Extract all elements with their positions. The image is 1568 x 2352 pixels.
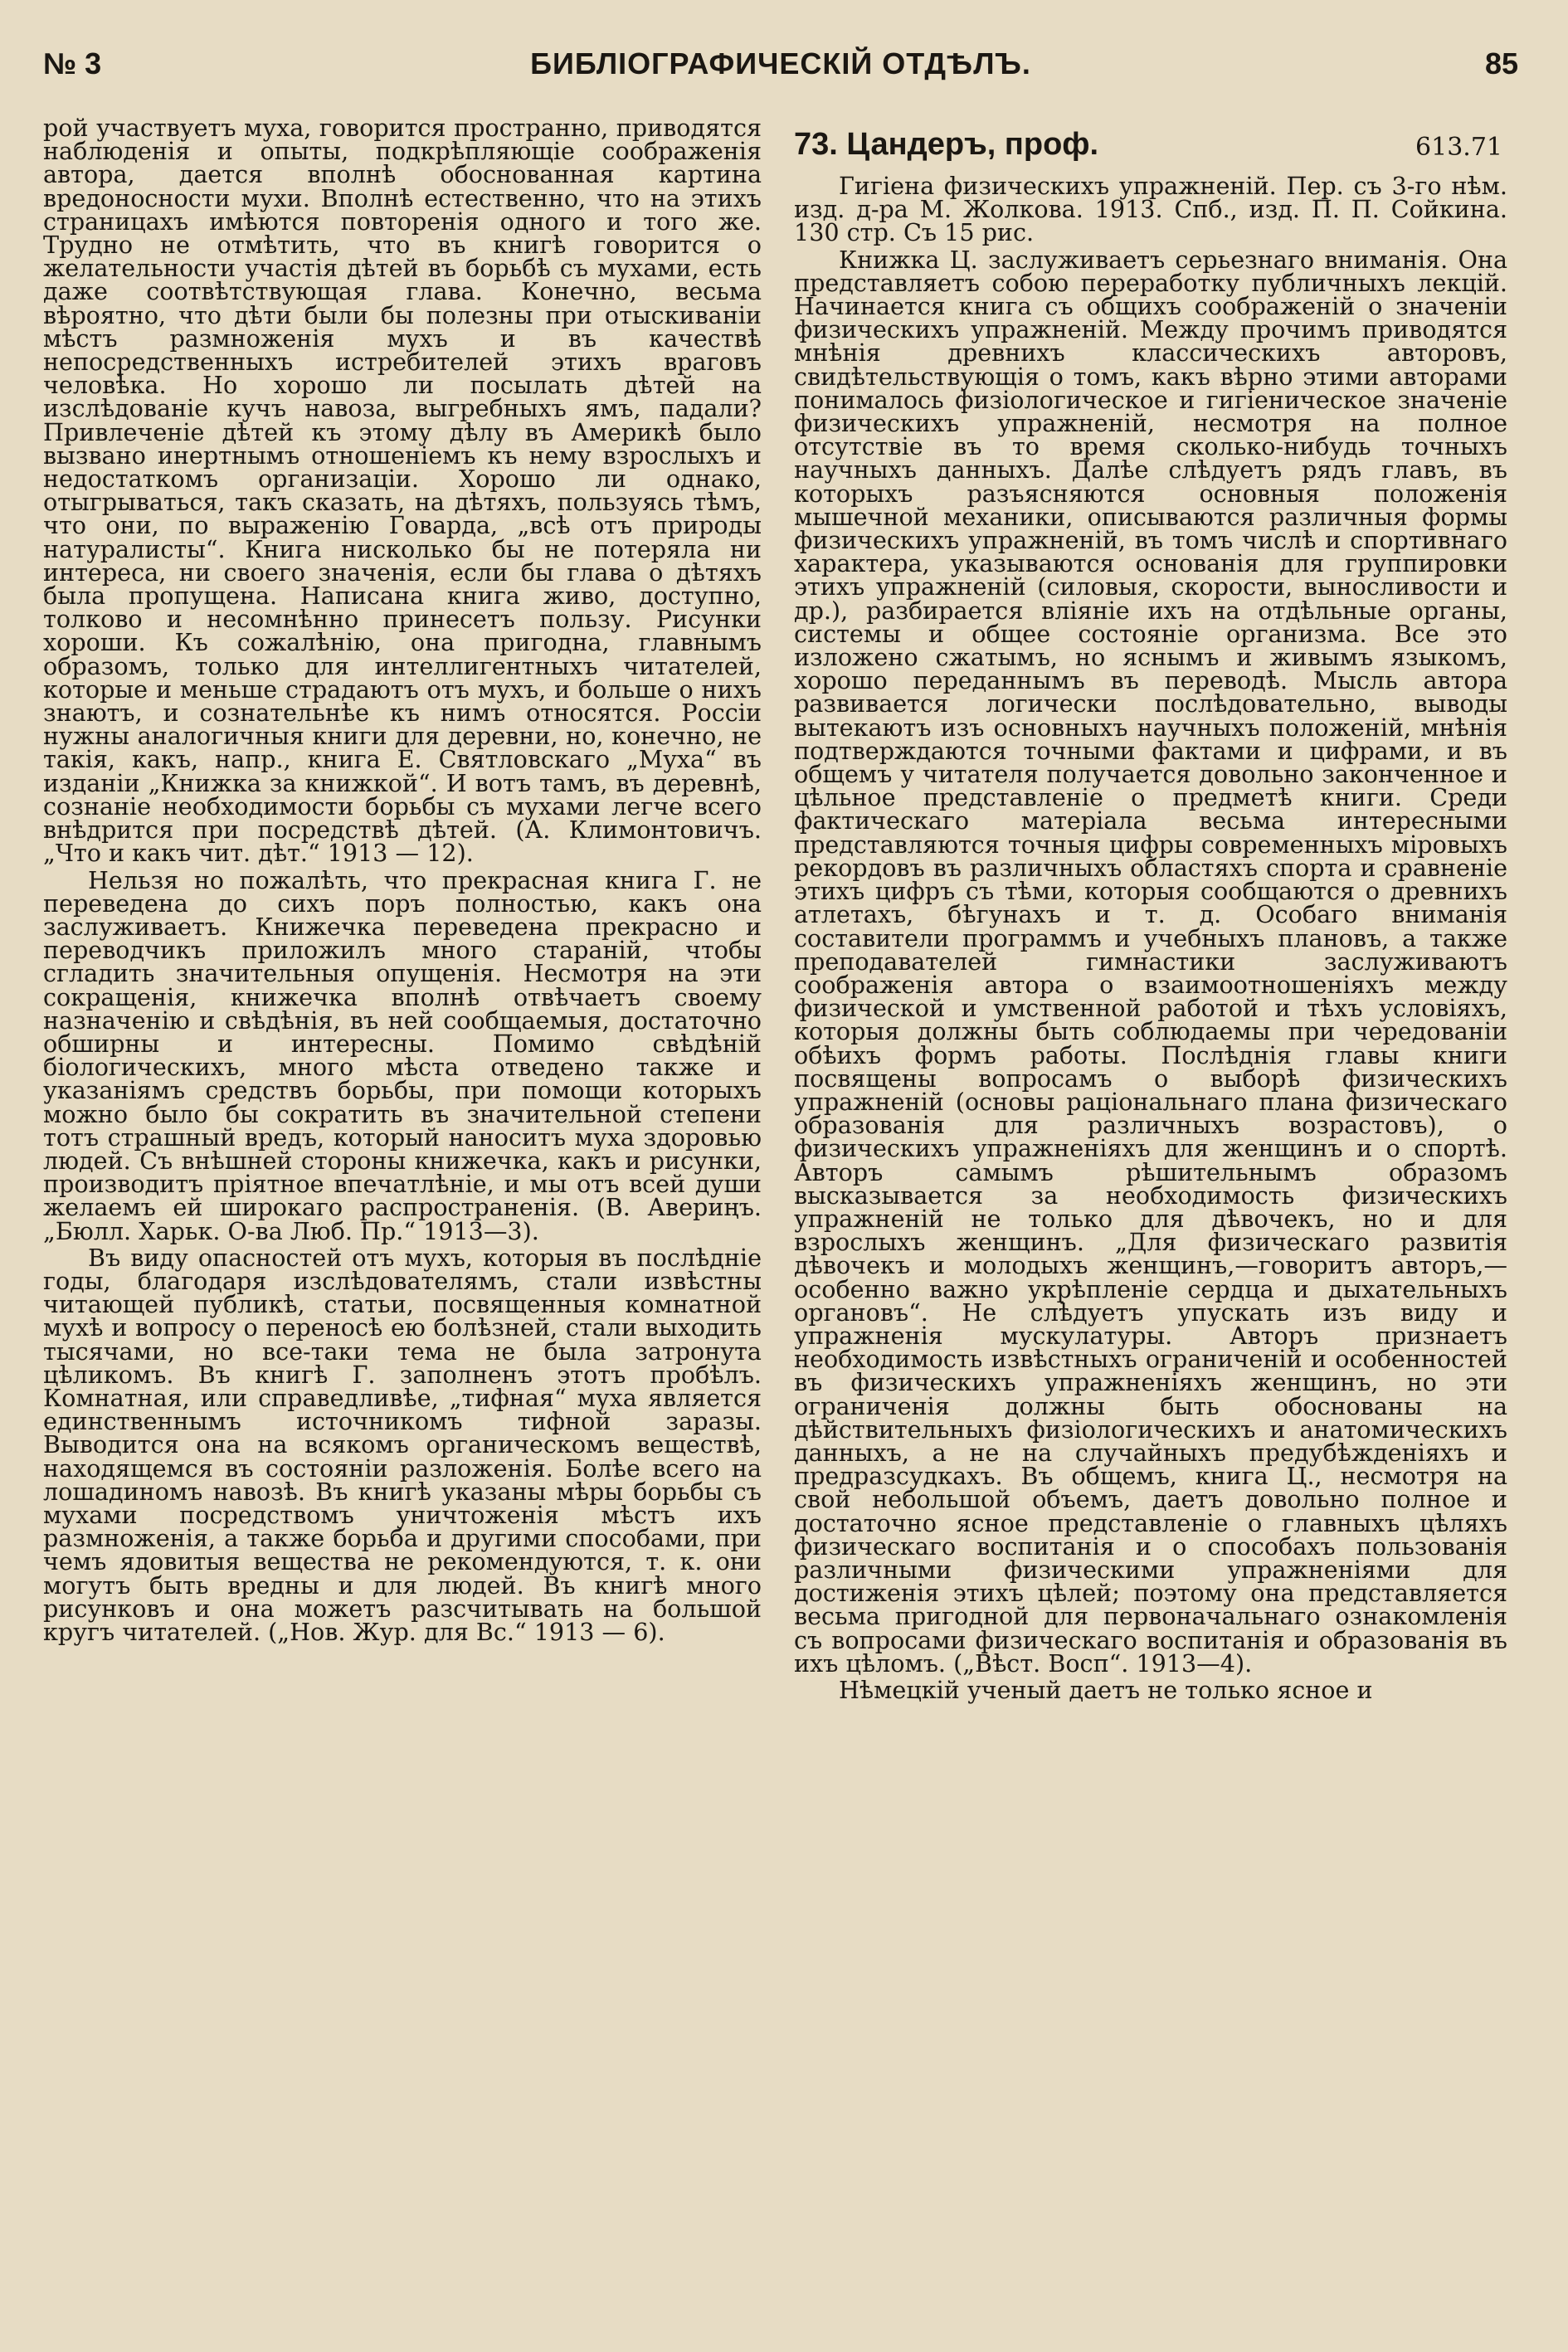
review-paragraph: Книжка Ц. заслуживаетъ серьезнаго вниманія. Она представляетъ собою переработку публичныхъ лекцій. Начинается книга съ общихъ соображеній о значеніи физическихъ упражненій. Между прочимъ приводятся мнѣнія древнихъ классическихъ авторовъ, свидѣтельствующія о томъ, какъ вѣрно этими авторами понималось физіологическое и гигіеническое значеніе физическихъ упражненій, несмотря на полное отсутствіе въ то время сколько-нибудь точныхъ научныхъ данныхъ. Далѣе слѣдуетъ рядъ главъ, въ которыхъ разъясняются основныя положенія мышечной механики, описываются различныя формы физическихъ упражненій, въ томъ числѣ и спортивнаго характера, указываются основанія для группировки этихъ упражненій (силовыя, скорости, выносливости и др.), разбирается вліяніе ихъ на отдѣльные органы, системы и общее состояніе организма. Все это изложено сжатымъ, но яснымъ и живымъ языкомъ, хорошо переданнымъ въ переводѣ. Мысль автора развивается логически послѣдовательно, выводы вытекаютъ изъ основныхъ научныхъ положеній, мнѣнія подтверждаются точными фактами и цифрами, и въ общемъ у читателя получается довольно законченное и цѣльное представленіе о предметѣ книги. Среди фактическаго матеріала весьма интересными представляются точныя цифры современныхъ міровыхъ рекордовъ въ различныхъ областяхъ спорта и сравненіе этихъ цифръ съ тѣми, которыя сообщаются о древнихъ атлетахъ, бѣгунахъ и т. д. Особаго вниманія составители программъ и учебныхъ плановъ, а также преподавателей гимнастики заслуживаютъ соображенія автора о взаимоотношеніяхъ между физической и умственной работой и тѣхъ условіяхъ, которыя должны быть соблюдаемы при чередованіи обѣихъ формъ работы. Послѣднія главы книги посвящены вопросамъ о выборѣ физическихъ упражненій (основы раціональнаго плана физическаго образованія для различныхъ возрастовъ), о физическихъ упражненіяхъ для женщинъ и о спортѣ. Авторъ самымъ рѣшительнымъ образомъ высказывается за необходимость физическихъ упражненій не только для дѣвочекъ, но и для взрослыхъ женщинъ. „Для физическаго развитія дѣвочекъ и молодыхъ женщинъ,—говоритъ авторъ,—особенно важно укрѣпленіе сердца и дыхательныхъ органовъ“. Не слѣдуетъ упускать изъ виду и упражненія мускулатуры. Авторъ признаетъ необходимость извѣстныхъ ограниченій и особенностей въ физическихъ упражненіяхъ женщинъ, но эти ограниченія должны быть обоснованы на дѣйствительныхъ физіологическихъ и анатомическихъ данныхъ, а не на случайныхъ предубѣжденіяхъ и предразсудкахъ. Въ общемъ, книга Ц., несмотря на свой небольшой объемъ, даетъ довольно полное и достаточно ясное представленіе о главныхъ цѣляхъ физическаго воспитанія и о способахъ пользованія различными физическими упражненіями для достиженія этихъ цѣлей; поэтому она представляется весьма пригодной для первоначальнаго ознакомленія съ вопросами физическаго воспитанія и образованія въ ихъ цѣломъ. („Вѣст. Восп“. 1913—4). — [794, 245, 1507, 1678]
review-paragraph: Нельзя но пожалѣть, что прекрасная книга Г. не переведена до сихъ поръ полностью, какъ она заслуживаетъ. Книжечка переведена прекрасно и переводчикъ приложилъ много стараній, чтобы сгладить значительныя опущенія. Несмотря на эти сокращенія, книжечка вполнѣ отвѣчаетъ своему назначенію и свѣдѣнія, въ ней сообщаемыя, достаточно обширны и интересны. Помимо свѣдѣній біологическихъ, много мѣста отведено также и указаніямъ средствъ борьбы, при помощи которыхъ можно было бы сократить въ значительной степени тотъ страшный вредъ, который наноситъ муха здоровью людей. Съ внѣшней стороны книжечка, какъ и рисунки, производитъ пріятное впечатлѣніе, и мы отъ всей души желаемъ ей широкаго распространенія. (В. Авериңъ. „Бюлл. Харьк. О-ва Люб. Пр.“ 1913—3). — [43, 865, 762, 1245]
issue-number: № 3 — [43, 46, 102, 80]
review-paragraph: рой участвуетъ муха, говорится пространно, приводятся наблюденія и опыты, подкрѣпляющіе соображенія автора, дается вполнѣ обоснованная картина вредоносности мухи. Вполнѣ естественно, что на этихъ страницахъ имѣются повторенія одного и того же. Трудно не отмѣтить, что въ книгѣ говорится о желательности участія дѣтей въ борьбѣ съ мухами, есть даже соотвѣтствующая глава. Конечно, весьма вѣроятно, что дѣти были бы полезны при отыскиваніи мѣстъ размноженія мухъ и въ качествѣ непосредственныхъ истребителей этихъ враговъ человѣка. Но хорошо ли посылать дѣтей на изслѣдованіе кучъ навоза, выгребныхъ ямъ, падали? Привлеченіе дѣтей къ этому дѣлу въ Америкѣ было вызвано инертнымъ отношеніемъ къ нему взрослыхъ и недостаткомъ организаціи. Хорошо ли однако, отыгрываться, такъ сказать, на дѣтяхъ, пользуясь тѣмъ, что они, по выраженію Говарда, „всѣ отъ природы натуралисты“. Книга нисколько бы не потеряла ни интереса, ни своего значенія, если бы глава о дѣтяхъ была пропущена. Написана книга живо, доступно, толково и несомнѣнно принесетъ пользу. Рисунки хороши. Къ сожалѣнію, она пригодна, главнымъ образомъ, только для интеллигентныхъ читателей, которые и меньше страдаютъ отъ мухъ, и больше о нихъ знаютъ, и сознательнѣе къ нимъ относятся. Россіи нужны аналогичныя книги для деревни, но, конечно, не такія, какъ, напр., книга Е. Святловскаго „Муха“ въ изданіи „Книжка за книжкой“. И вотъ тамъ, въ деревнѣ, сознаніе необходимости борьбы съ мухами легче всего внѣдрится при посредствѣ дѣтей. (А. Климонтовичъ. „Что и какъ чит. дѣт.“ 1913 — 12). — [43, 114, 762, 868]
section-title: БИБЛІОГРАФИЧЕСКІЙ ОТДѢЛЪ. — [530, 46, 1031, 80]
left-column — [43, 114, 762, 1646]
entry-title: Гигіена физическихъ упражненій. Пер. съ 3-го нѣм. изд. д-ра М. Жолкова. 1913. Спб., изд. П. П. Сойкина. 130 стр. Съ 15 рис. — [794, 172, 1507, 247]
entry-number-author: 73. Цандеръ, проф. — [794, 127, 1099, 162]
page-header — [43, 46, 1518, 86]
page-number: 85 — [1484, 46, 1518, 80]
review-paragraph: Въ виду опасностей отъ мухъ, которыя въ послѣдніе годы, благодаря изслѣдователямъ, стали извѣстны читающей публикѣ, статьи, посвященныя комнатной мухѣ и вопросу о переносѣ ею болѣзней, стали выходить тысячами, но все-таки тема не была затронута цѣликомъ. Въ книгѣ Г. заполненъ этотъ пробѣлъ. Комнатная, или справедливѣе, „тифная“ муха является единственнымъ источникомъ тифной заразы. Выводится она на всякомъ органическомъ веществѣ, находящемся въ состояніи разложенія. Болѣе всего на лошадиномъ навозѣ. Въ книгѣ указаны мѣры борьбы съ мухами посредствомъ уничтоженія мѣстъ ихъ размноженія, а также борьба и другими способами, при чемъ ядовитыя вещества не рекомендуются, т. к. они могутъ быть вредны и для людей. Въ книгѣ много рисунковъ и она можетъ разсчитывать на большой кругъ читателей. („Нов. Жур. для Вс.“ 1913 — 6). — [43, 1243, 762, 1646]
classification-code: 613.71 — [1415, 133, 1502, 162]
entry-heading — [794, 127, 1507, 174]
review-paragraph: Нѣмецкій ученый даетъ не только ясное и — [839, 1676, 1373, 1704]
right-column — [794, 116, 1507, 1702]
